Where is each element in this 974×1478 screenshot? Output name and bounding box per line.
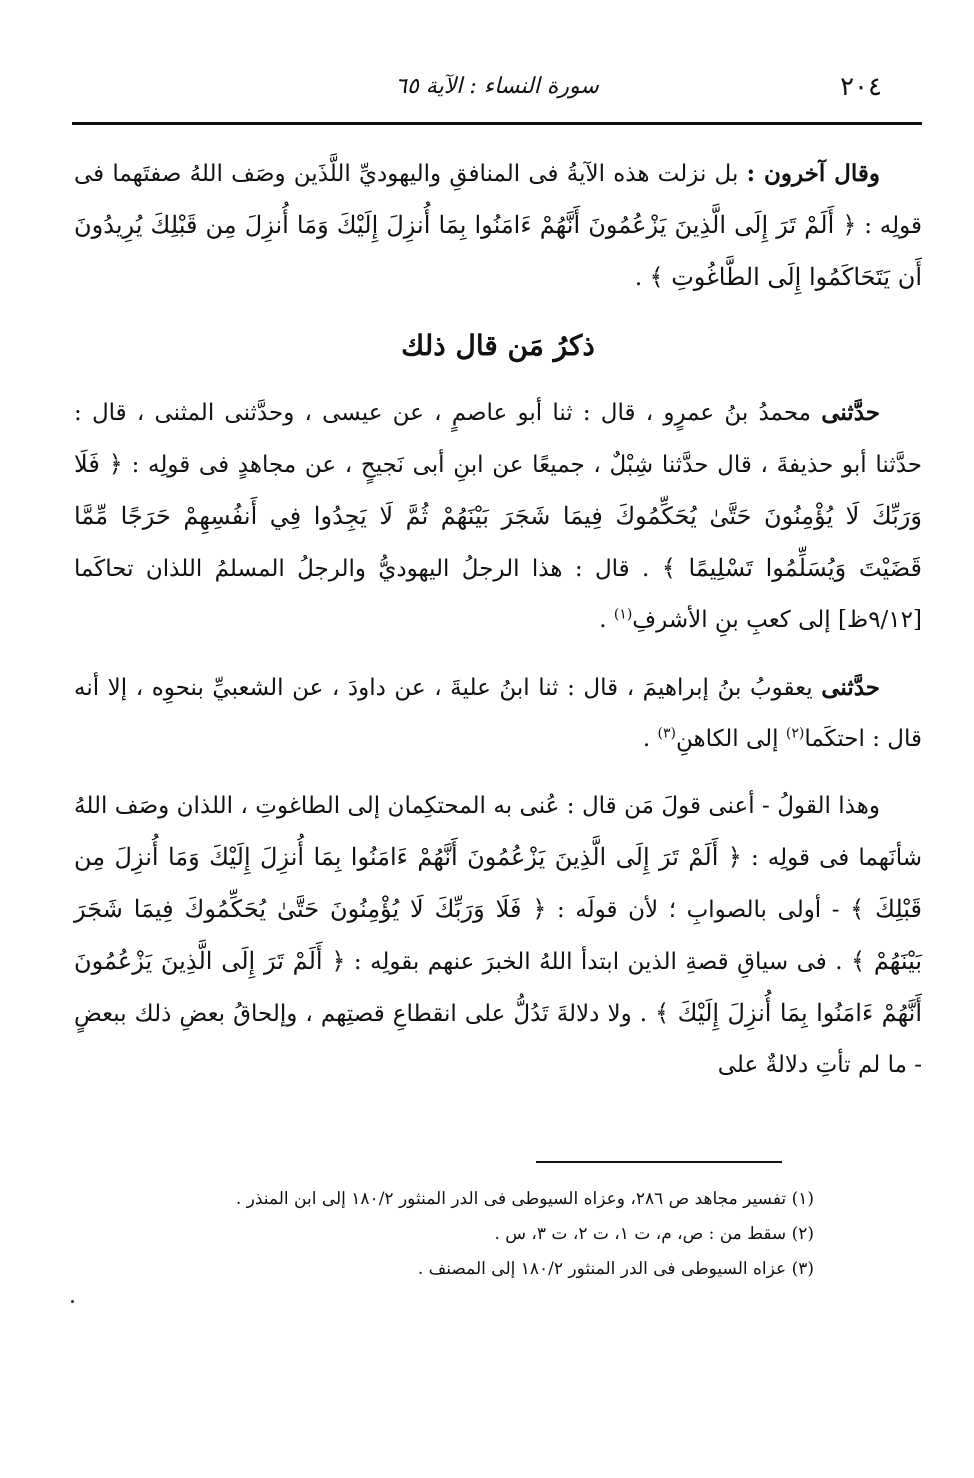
paragraph-text: بل نزلت هذه الآيةُ فى المنافقِ واليهوديِّ اللَّذَين وصَف اللهُ صفتَهما فى قولِه : [74, 161, 923, 239]
quran-quote: ﴿ أَلَمْ تَرَ إِلَى الَّذِينَ يَزْعُمُونَ أَنَّهُمْ ءَامَنُوا بِمَا أُنزِلَ إِلَيْكَ ﴾ [74, 947, 923, 1027]
paragraph-text: محمدُ بنُ عمرٍو ، قال : ثنا أبو عاصمٍ ، عن عيسى ، وحدَّثنى المثنى ، قال : حدَّثنا أبو حذيفةَ ، قال حدَّثنا شِبْلٌ ، جميعًا عن ابنِ أبى نَجيحٍ ، عن مجاهدٍ فى قولِه : [74, 400, 923, 478]
footnote: (٣) عزاه السيوطى فى الدر المنثور ١٨٠/٢ إلى المصنف . [417, 1259, 814, 1279]
quran-quote: ﴿ أَلَمْ تَرَ إِلَى الَّذِينَ يَزْعُمُونَ أَنَّهُمْ ءَامَنُوا بِمَا أُنزِلَ إِلَيْكَ وَمَا أُنزِلَ مِن قَبْلِكَ ﴾ [74, 843, 923, 923]
paragraph-3 [74, 662, 922, 765]
page-header [70, 68, 924, 108]
paragraph-end: . [642, 726, 651, 752]
paragraph-text: إلى الكاهنِ [675, 726, 779, 752]
paragraph-4 [74, 781, 922, 1091]
footnote: (٢) سقط من : ص، م، ت ١، ت ٢، ت ٣، س . [494, 1224, 814, 1244]
footnote: (١) تفسير مجاهد ص ٢٨٦، وعزاه السيوطى فى الدر المنثور ١٨٠/٢ إلى ابن المنذر . [235, 1189, 814, 1209]
quran-quote: ﴿ فَلَا وَرَبِّكَ لَا يُؤْمِنُونَ حَتَّىٰ يُحَكِّمُوكَ فِيمَا شَجَرَ بَيْنَهُمْ ثُمَّ لَا يَجِدُوا فِي أَنفُسِهِمْ حَرَجًا مِّمَّا قَضَيْتَ وَيُسَلِّمُوا تَسْلِيمًا ﴾ [74, 450, 922, 582]
paragraph-lead: حدَّثنى [821, 674, 881, 701]
paragraph-2 [74, 387, 922, 646]
paragraph-text: - أولى بالصوابِ ؛ لأن قولَه : [557, 897, 840, 923]
scan-speck [71, 1300, 74, 1303]
paragraph-lead: حدَّثنى [821, 399, 880, 426]
footnote-ref: (٣) [657, 725, 676, 742]
paragraph-text: . فى سياقِ قصةِ الذين ابتدأ اللهُ الخبرَ عنهم بقولِه : [353, 949, 843, 975]
footnote-ref: (١) [613, 606, 633, 623]
paragraph-text: . قال : هذا الرجلُ اليهوديُّ والرجلُ المسلمُ اللذان تحاكَما [٩/١٢ظ] إلى كعبِ بنِ الأشرفِ [74, 556, 922, 633]
section-heading: ذكرُ مَن قال ذلك [401, 329, 595, 362]
paragraph-lead: وقال آخرون : [746, 160, 881, 187]
footnote-rule [536, 1161, 782, 1163]
running-title: سورة النساء : الآية ٦٥ [395, 74, 599, 99]
paragraph-text: . ولا دلالةَ تَدُلُّ على انقطاعِ قصتِهم ، وإلحاقُ بعضِ ذلك ببعضٍ - ما لم تأتِ دلالةٌ على [74, 1001, 922, 1078]
paragraph-end: . [634, 265, 643, 291]
quran-quote: ﴿ فَلَا وَرَبِّكَ لَا يُؤْمِنُونَ حَتَّىٰ يُحَكِّمُوكَ فِيمَا شَجَرَ بَيْنَهُمْ ﴾ [74, 895, 923, 975]
paragraph-end: . [599, 607, 607, 633]
page-number: ٢٠٤ [840, 72, 882, 102]
main-text [74, 148, 922, 1107]
footnotes [160, 1182, 814, 1287]
paragraph-text: وهذا القولُ - أعنى قولَ مَن قال : عُنى به المحتكِمان إلى الطاغوتِ ، اللذان وصَف اللهُ شأنَهما فى قولِه : [74, 793, 922, 871]
paragraph-text: يعقوبُ بنُ إبراهيمَ ، قال : ثنا ابنُ عليةَ ، عن داودَ ، عن الشعبيِّ بنحوِه ، إلا أنه قال : احتكَما [74, 675, 922, 752]
header-rule [72, 122, 922, 125]
footnote-ref: (٢) [785, 725, 805, 742]
quran-quote: ﴿ أَلَمْ تَرَ إِلَى الَّذِينَ يَزْعُمُونَ أَنَّهُمْ ءَامَنُوا بِمَا أُنزِلَ إِلَيْكَ وَمَا أُنزِلَ مِن قَبْلِكَ يُرِيدُونَ أَن يَتَحَاكَمُوا إِلَى الطَّاغُوتِ ﴾ [74, 211, 922, 291]
paragraph-1 [74, 148, 922, 304]
